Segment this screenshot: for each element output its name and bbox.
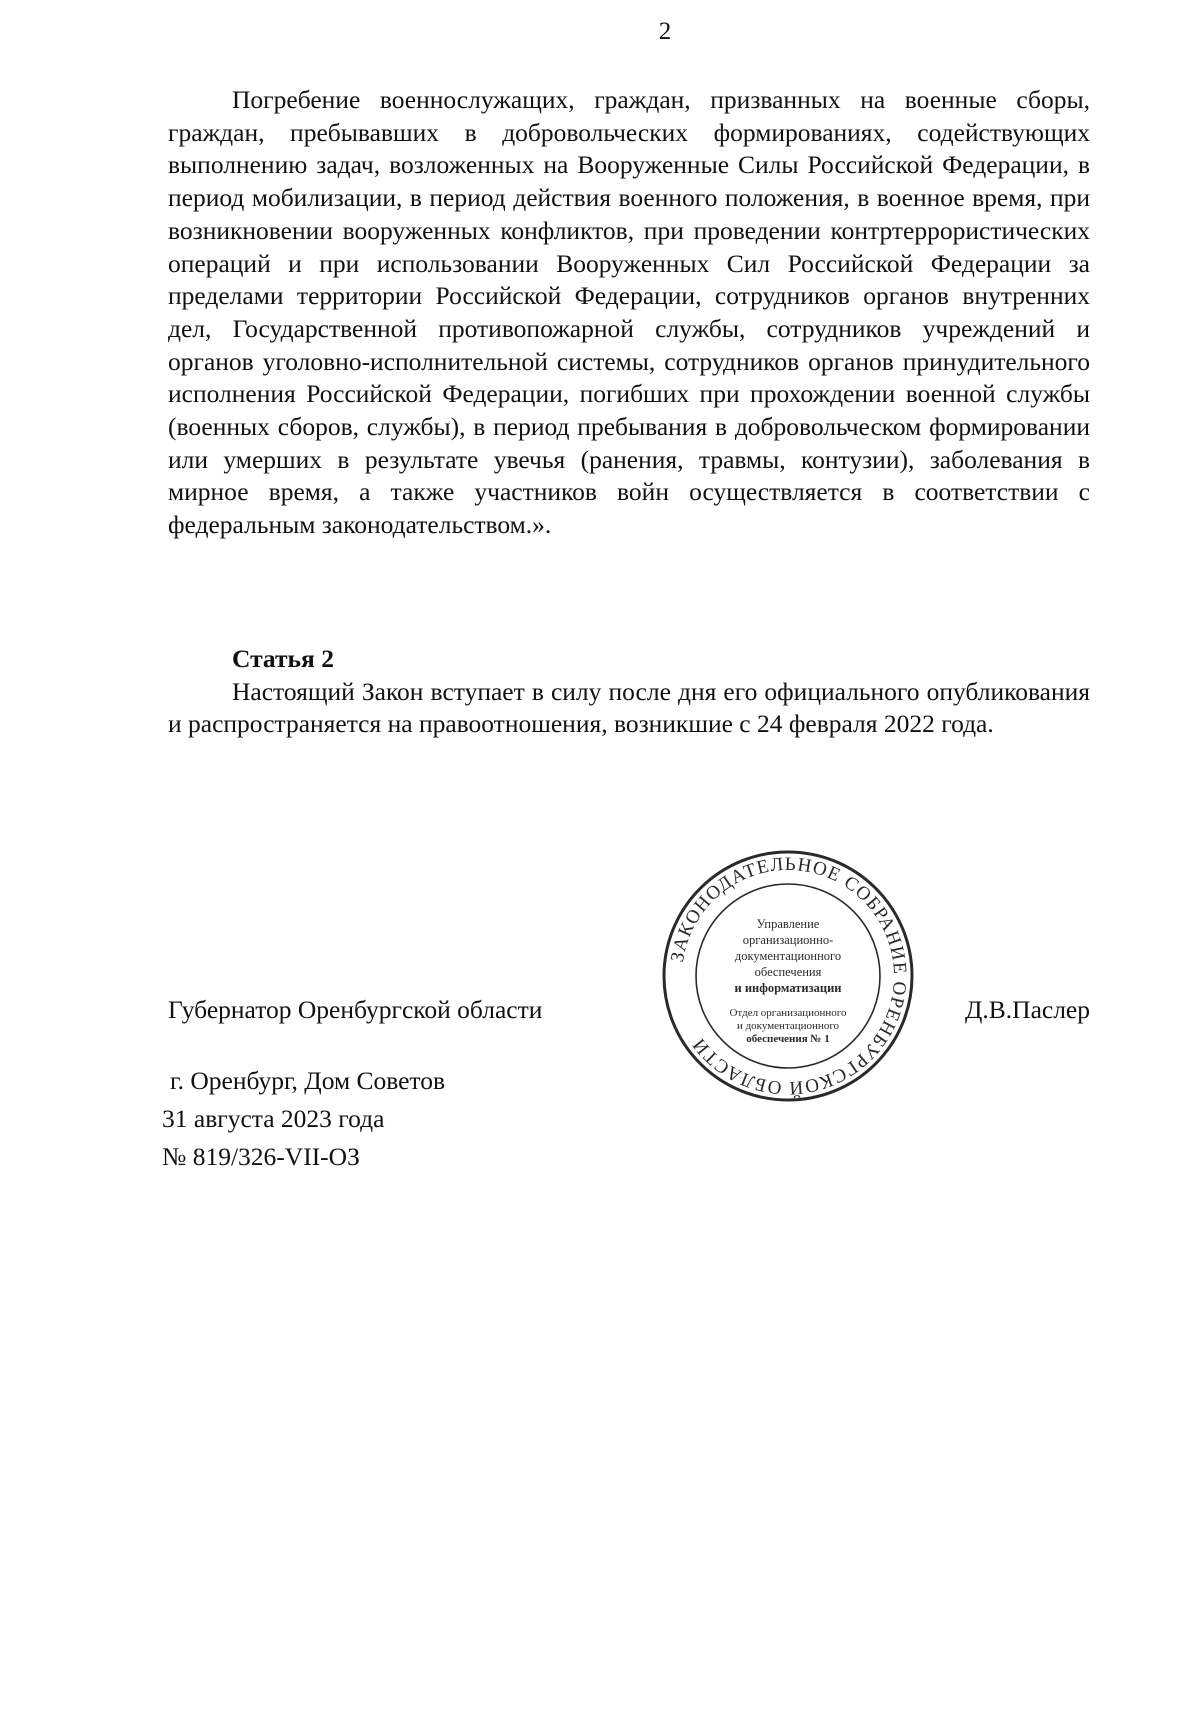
page-number: 2 bbox=[658, 18, 672, 45]
signature-name: Д.В.Паслер bbox=[965, 995, 1090, 1024]
seal-inner-line: организационно- bbox=[742, 933, 834, 947]
seal-department-line: Отдел организационного bbox=[729, 1007, 847, 1019]
seal-inner-line: и информатизации bbox=[734, 981, 842, 995]
article-2-section bbox=[168, 643, 1090, 741]
document-number: № 819/326-VII-ОЗ bbox=[162, 1142, 360, 1171]
document-date: 31 августа 2023 года bbox=[162, 1104, 385, 1133]
official-seal-stamp bbox=[660, 848, 916, 1104]
seal-inner-line: обеспечения bbox=[754, 965, 822, 979]
seal-department-line: и документационного bbox=[736, 1020, 840, 1032]
article-heading: Статья 2 bbox=[232, 644, 334, 673]
seal-inner-line: документационного bbox=[734, 949, 842, 963]
signature-title: Губернатор Оренбургской области bbox=[168, 995, 543, 1024]
signature-row bbox=[168, 995, 1090, 1035]
article-body: Настоящий Закон вступает в силу после дня его официального опубликования и распространяется на правоотношения, возникшие с 24 февраля 2022 года. bbox=[168, 676, 1090, 739]
seal-outer-text: ЗАКОНОДАТЕЛЬНОЕ СОБРАНИЕ ОРЕНБУРГСКОЙ ОБЛАСТИ bbox=[666, 853, 911, 1099]
document-details bbox=[162, 1062, 445, 1176]
seal-inner-line: Управление bbox=[756, 917, 820, 931]
document-location: г. Оренбург, Дом Советов bbox=[170, 1066, 446, 1095]
burial-paragraph: Погребение военнослужащих, граждан, призванных на военные сборы, граждан, пребывавших в добровольческих формированиях, содействующих выполнению задач, возложенных на Вооруженные Силы Российской Федерации, в период мобилизации, в период действия военного положения, в военное время, при возникновении вооруженных конфликтов, при проведении контртеррористических операций и при использовании Вооруженных Сил Российской Федерации за пределами территории Российской Федерации, сотрудников органов внутренних дел, Государственной противопожарной службы, сотрудников учреждений и органов уголовно-исполнительной системы, сотрудников органов принудительного исполнения Российской Федерации, погибших при прохождении военной службы (военных сборов, службы), в период пребывания в добровольческом формировании или умерших в результате увечья (ранения, травмы, контузии), заболевания в мирное время, а также участников войн осуществляется в соответствии с федеральным законодательством.». bbox=[168, 85, 1090, 540]
seal-inner-text bbox=[729, 917, 847, 1045]
law-text-block bbox=[168, 84, 1090, 542]
seal-department-line: обеспечения № 1 bbox=[746, 1033, 830, 1045]
